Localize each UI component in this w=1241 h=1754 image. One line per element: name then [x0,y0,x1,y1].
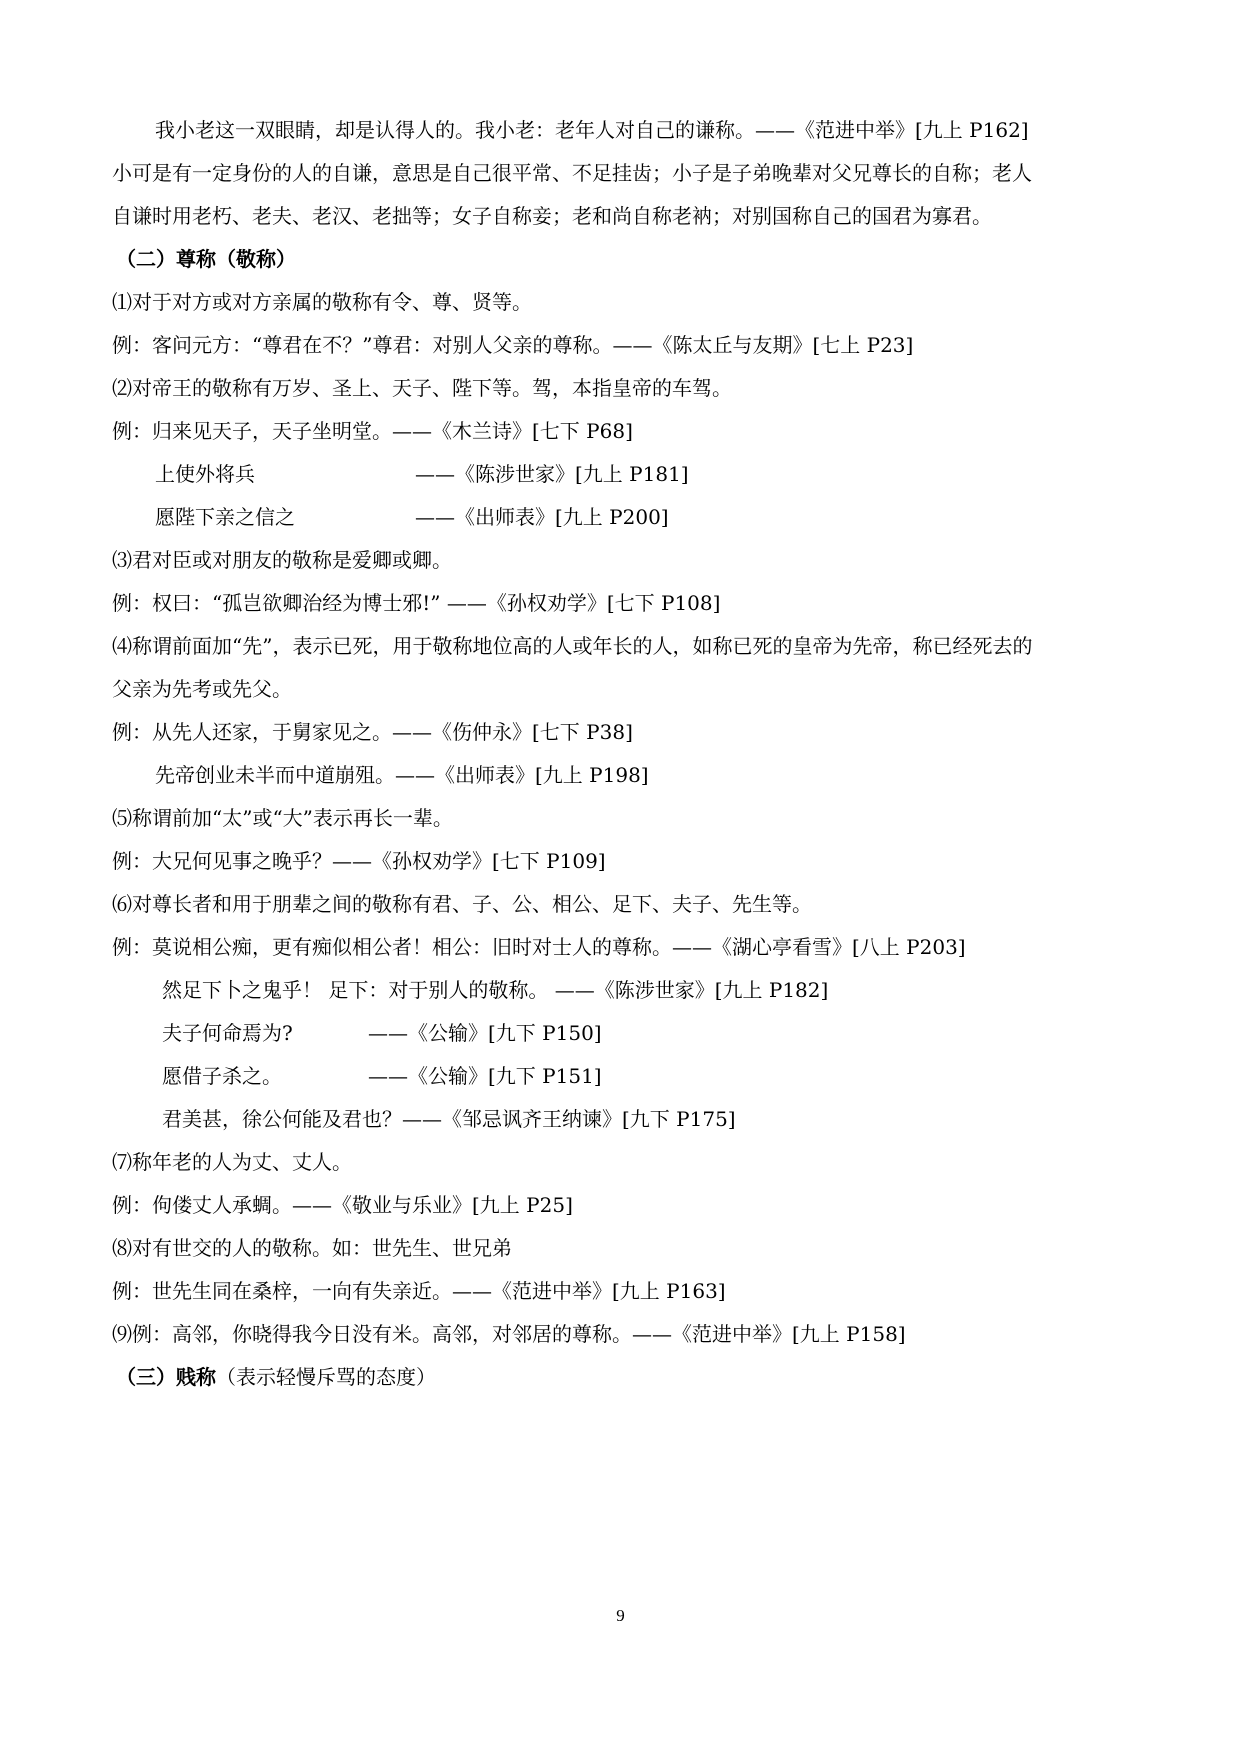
text-line: 我小老这一双眼睛，却是认得人的。我小老：老年人对自己的谦称。——《范进中举》[九上 P162] [155,118,1029,142]
text-line: 例：大兄何见事之晚乎？——《孙权劝学》[七下 P109] [112,849,606,873]
quote-text: 愿借子杀之。 [162,1064,282,1088]
quote-source: ——《出师表》[九上 P200] [415,505,669,529]
text-line: 君美甚，徐公何能及君也？——《邹忌讽齐王纳谏》[九下 P175] [162,1107,736,1131]
quote-text: 夫子何命焉为? [162,1021,293,1045]
text-line: ⑻对有世交的人的敬称。如：世先生、世兄弟 [112,1236,512,1260]
text-line: ⑶君对臣或对朋友的敬称是爱卿或卿。 [112,548,452,572]
section-heading [116,1363,436,1391]
text-line [155,503,1055,531]
text-line: 自谦时用老朽、老夫、老汉、老拙等；女子自称妾；老和尚自称老衲；对别国称自己的国君为寡君。 [112,204,992,228]
text-line [162,1062,962,1090]
quote-source: ——《公输》[九下 P151] [368,1064,602,1088]
text-line [162,1019,962,1047]
quote-text: 愿陛下亲之信之 [155,505,295,529]
text-line: 例：归来见天子，天子坐明堂。——《木兰诗》[七下 P68] [112,419,633,443]
quote-source: ——《公输》[九下 P150] [368,1021,602,1045]
text-line: 小可是有一定身份的人的自谦，意思是自己很平常、不足挂齿；小子是子弟晚辈对父兄尊长的自称；老人 [112,161,1032,185]
quote-text: 上使外将兵 [155,462,255,486]
text-line: ⑵对帝王的敬称有万岁、圣上、天子、陛下等。驾，本指皇帝的车驾。 [112,376,732,400]
text-line: ⑼例：高邻，你晓得我今日没有米。高邻，对邻居的尊称。——《范进中举》[九上 P158] [112,1322,906,1346]
text-line: ⑷称谓前面加“先”，表示已死，用于敬称地位高的人或年长的人，如称已死的皇帝为先帝，称已经死去的 [112,634,1033,658]
text-line: 然足下卜之鬼乎！ 足下：对于别人的敬称。 ——《陈涉世家》[九上 P182] [162,978,829,1002]
text-line: ⑴对于对方或对方亲属的敬称有令、尊、贤等。 [112,290,532,314]
text-line: 例：佝偻丈人承蜩。——《敬业与乐业》[九上 P25] [112,1193,573,1217]
text-line: 父亲为先考或先父。 [112,677,292,701]
heading-note: （表示轻慢斥骂的态度） [216,1365,436,1389]
page-number: 9 [616,1606,625,1625]
text-line: 先帝创业未半而中道崩殂。——《出师表》[九上 P198] [155,763,649,787]
text-line: 例：客问元方：“尊君在不？”尊君：对别人父亲的尊称。——《陈太丘与友期》[七上 P23] [112,333,914,357]
heading-bold: （三）贱称 [116,1365,216,1389]
text-line: 例：世先生同在桑梓，一向有失亲近。——《范进中举》[九上 P163] [112,1279,726,1303]
text-line: ⑸称谓前加“太”或“大”表示再长一辈。 [112,806,453,830]
section-heading: （二）尊称（敬称） [116,247,296,271]
text-line: 例：从先人还家，于舅家见之。——《伤仲永》[七下 P38] [112,720,633,744]
text-line: ⑺称年老的人为丈、丈人。 [112,1150,352,1174]
text-line: ⑹对尊长者和用于朋辈之间的敬称有君、子、公、相公、足下、夫子、先生等。 [112,892,812,916]
quote-source: ——《陈涉世家》[九上 P181] [415,462,689,486]
text-line: 例：权曰：“孤岂欲卿治经为博士邪!” ——《孙权劝学》[七下 P108] [112,591,721,615]
text-line [155,460,1055,488]
text-line: 例：莫说相公痴，更有痴似相公者！相公：旧时对士人的尊称。——《湖心亭看雪》[八上 P203] [112,935,966,959]
